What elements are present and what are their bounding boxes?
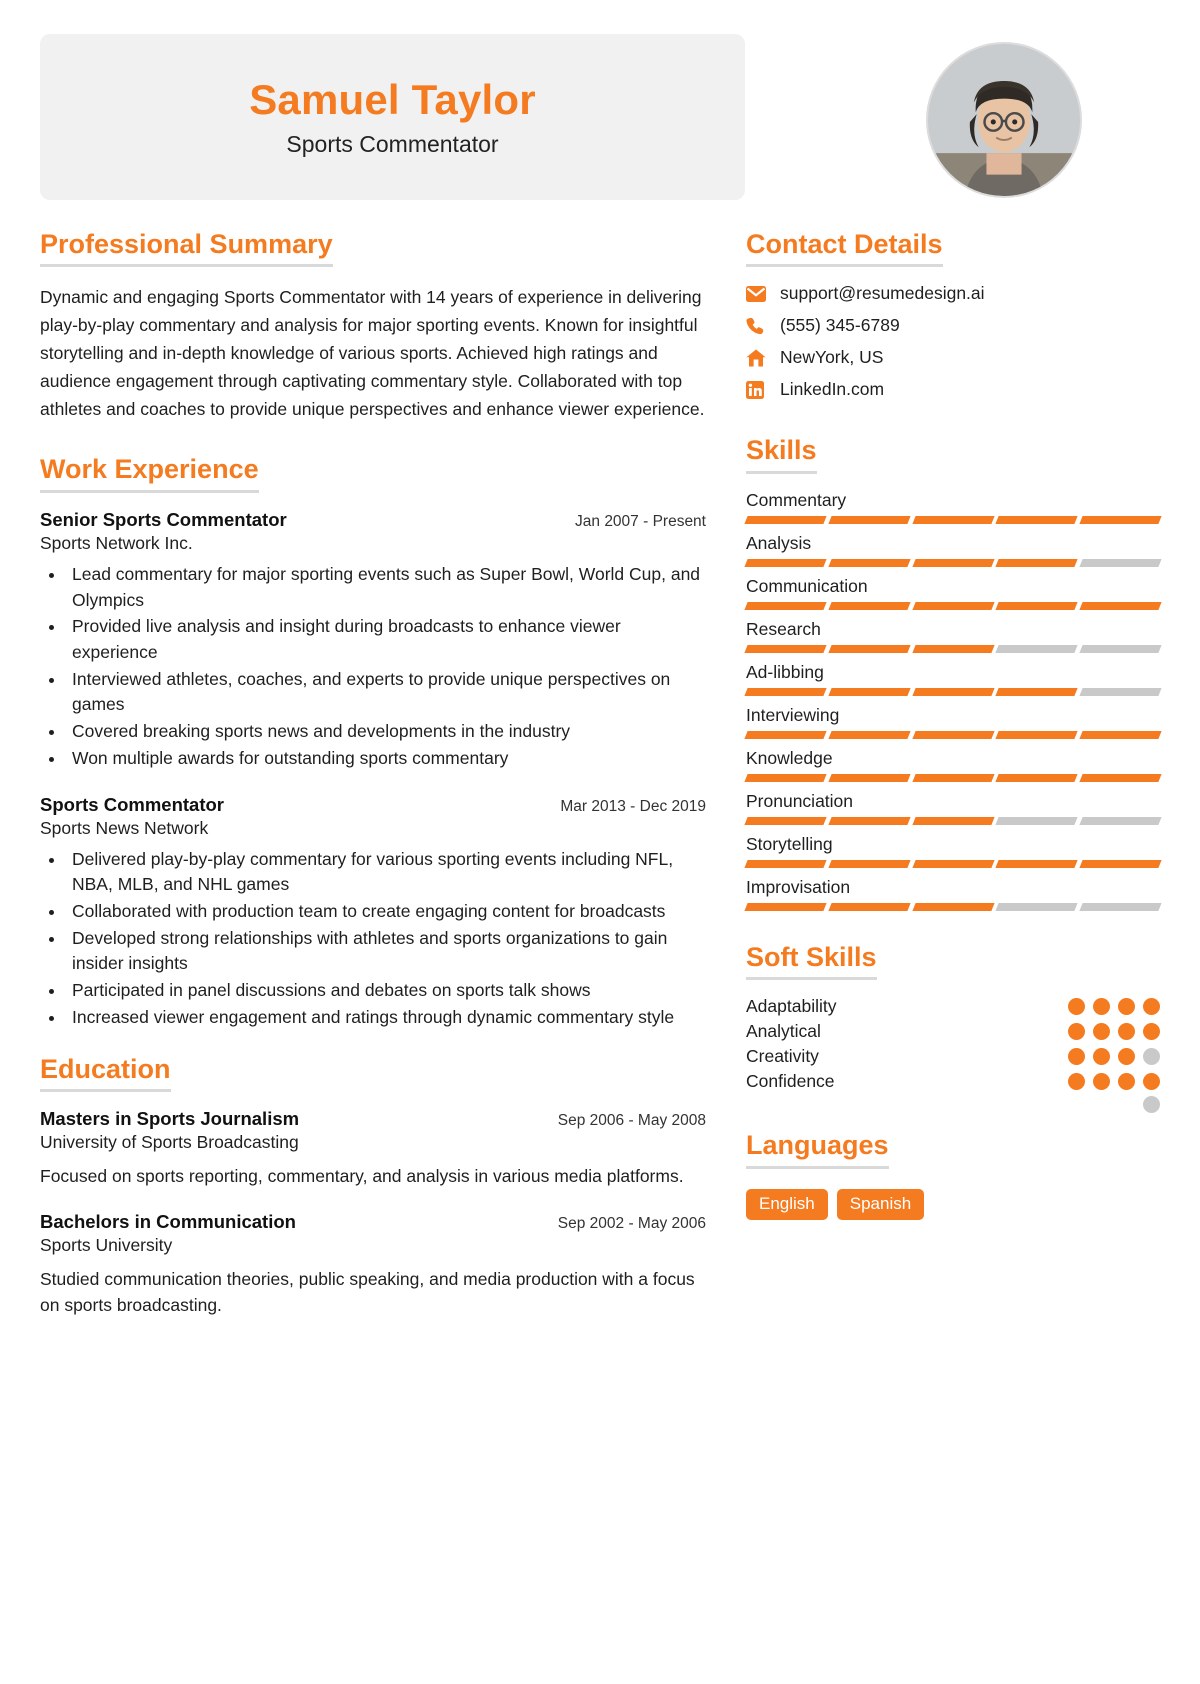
soft-skill-item	[746, 1071, 1160, 1092]
rating-dot	[1068, 998, 1085, 1015]
work-entry-header	[40, 509, 706, 531]
skill-segment	[828, 774, 910, 782]
summary-heading: Professional Summary	[40, 228, 333, 267]
job-title: Sports Commentator	[286, 130, 499, 157]
page-title: Samuel Taylor	[249, 76, 536, 124]
soft-skill-label: Analytical	[746, 1021, 821, 1042]
skill-segment	[1080, 860, 1162, 868]
skill-item	[746, 662, 1160, 696]
education-entry-desc: Focused on sports reporting, commentary, and analysis in various media platforms.	[40, 1165, 684, 1186]
skill-item	[746, 490, 1160, 524]
skill-label: Analysis	[746, 532, 812, 553]
soft-skill-label: Creativity	[746, 1046, 819, 1067]
skill-bar	[746, 559, 1160, 567]
soft-skill-rating	[1068, 1023, 1160, 1040]
education-entry-date: Sep 2006 - May 2008	[557, 1111, 706, 1129]
rating-dot	[1118, 1048, 1135, 1065]
education-entry-title: Bachelors in Communication	[40, 1211, 296, 1233]
skill-bar	[746, 774, 1160, 782]
skill-segment	[1080, 688, 1162, 696]
work-entry-date: Mar 2013 - Dec 2019	[560, 797, 706, 815]
skill-segment	[996, 817, 1078, 825]
skill-bar	[746, 602, 1160, 610]
contact-item-linkedin[interactable]	[746, 379, 1160, 400]
skill-segment	[996, 774, 1078, 782]
skill-segment	[996, 688, 1078, 696]
work-entry-bullets	[66, 847, 706, 1031]
skill-segment	[744, 774, 826, 782]
bullet-item: • Increased viewer engagement and ratings through dynamic commentary style	[66, 1005, 706, 1031]
skill-segment	[744, 731, 826, 739]
skill-item	[746, 576, 1160, 610]
skill-bar	[746, 860, 1160, 868]
skill-segment	[744, 645, 826, 653]
skill-label: Improvisation	[746, 876, 851, 897]
skill-label: Research	[746, 618, 821, 639]
rating-dot	[1143, 998, 1160, 1015]
section-professional-summary	[40, 228, 706, 423]
contact-value: NewYork, US	[780, 347, 884, 368]
skill-item	[746, 877, 1160, 911]
languages-list	[746, 1189, 1160, 1220]
section-soft-skills	[746, 941, 1160, 1113]
rating-dot	[1093, 1048, 1110, 1065]
contact-value: support@resumedesign.ai	[780, 283, 985, 304]
work-entry-date: Jan 2007 - Present	[575, 512, 706, 530]
skill-segment	[996, 860, 1078, 868]
education-entry-desc: Studied communication theories, public speaking, and media production with a focus on sports broadcasting.	[40, 1269, 695, 1316]
contact-value: LinkedIn.com	[780, 379, 885, 400]
rating-dot	[1143, 1023, 1160, 1040]
skill-segment	[744, 903, 826, 911]
skill-segment	[912, 645, 994, 653]
skill-segment	[912, 817, 994, 825]
skill-segment	[828, 688, 910, 696]
bullet-item: • Participated in panel discussions and debates on sports talk shows	[66, 978, 706, 1004]
language-badge-english[interactable]: English	[746, 1189, 828, 1220]
bullet-item: • Developed strong relationships with athletes and sports organizations to gain insider insights	[66, 926, 706, 977]
skill-segment	[828, 817, 910, 825]
skill-segment	[828, 559, 910, 567]
skill-segment	[996, 559, 1078, 567]
skill-segment	[996, 602, 1078, 610]
bullet-item: • Delivered play-by-play commentary for various sporting events including NFL, NBA, MLB, and NHL games	[66, 847, 706, 898]
soft-skill-item	[746, 996, 1160, 1017]
contact-item-phone[interactable]	[746, 315, 1160, 336]
bullet-item: • Provided live analysis and insight during broadcasts to enhance viewer experience	[66, 614, 706, 665]
education-entry-title: Masters in Sports Journalism	[40, 1107, 300, 1129]
education-entry-org: University of Sports Broadcasting	[40, 1131, 299, 1152]
education-entry	[40, 1211, 706, 1319]
rating-dot	[1118, 1023, 1135, 1040]
skill-segment	[828, 645, 910, 653]
rating-dot	[1118, 998, 1135, 1015]
skill-segment	[912, 688, 994, 696]
bullet-item: • Covered breaking sports news and developments in the industry	[66, 719, 706, 745]
skill-segment	[828, 731, 910, 739]
skill-segment	[1080, 645, 1162, 653]
education-entry	[40, 1108, 706, 1189]
education-heading: Education	[40, 1053, 171, 1092]
avatar-wrapper	[926, 42, 1082, 198]
work-entry-title: Sports Commentator	[40, 793, 224, 815]
skills-heading: Skills	[746, 434, 817, 473]
language-badge-spanish[interactable]: Spanish	[837, 1189, 924, 1220]
contact-value: (555) 345-6789	[780, 315, 900, 336]
work-entry-title: Senior Sports Commentator	[40, 508, 287, 530]
skill-segment	[996, 645, 1078, 653]
skill-label: Ad-libbing	[746, 661, 824, 682]
skill-segment	[912, 903, 994, 911]
work-entry-org: Sports News Network	[40, 817, 209, 838]
skill-segment	[828, 860, 910, 868]
work-entry-header	[40, 794, 706, 816]
resume-body	[40, 228, 1160, 1341]
rating-dot	[1068, 1023, 1085, 1040]
skill-segment	[912, 860, 994, 868]
soft-skill-label: Adaptability	[746, 996, 837, 1017]
soft-skill-rating	[1068, 1048, 1160, 1065]
skill-segment	[828, 516, 910, 524]
skill-segment	[744, 559, 826, 567]
bullet-item: • Lead commentary for major sporting events such as Super Bowl, World Cup, and Olympics	[66, 562, 706, 613]
education-entry-header	[40, 1211, 706, 1233]
rating-dot	[1118, 1073, 1135, 1090]
name-card	[40, 34, 745, 200]
avatar	[926, 42, 1082, 198]
work-entry-bullets	[66, 562, 706, 772]
skill-item	[746, 834, 1160, 868]
skill-segment	[828, 903, 910, 911]
soft-skill-rating	[1068, 998, 1160, 1015]
skill-item	[746, 705, 1160, 739]
work-entry	[40, 794, 706, 1031]
section-contact-details	[746, 228, 1160, 400]
right-column	[740, 228, 1160, 1220]
work-entry	[40, 509, 706, 772]
section-education	[40, 1053, 706, 1319]
skill-label: Knowledge	[746, 747, 833, 768]
soft-skill-label: Confidence	[746, 1071, 835, 1092]
work-heading: Work Experience	[40, 453, 259, 492]
skill-bar	[746, 516, 1160, 524]
languages-heading: Languages	[746, 1129, 889, 1168]
envelope-icon	[746, 286, 772, 302]
skill-segment	[1080, 817, 1162, 825]
rating-dot	[1143, 1048, 1160, 1065]
skill-bar	[746, 645, 1160, 653]
rating-dot	[1093, 998, 1110, 1015]
skill-item	[746, 748, 1160, 782]
skill-bar	[746, 688, 1160, 696]
contact-item-email[interactable]	[746, 283, 1160, 304]
soft-skill-item	[746, 1046, 1160, 1067]
rating-dot	[1143, 1073, 1160, 1090]
skill-segment	[1080, 903, 1162, 911]
skill-segment	[912, 602, 994, 610]
skill-label: Commentary	[746, 489, 847, 510]
skill-bar	[746, 903, 1160, 911]
soft-skill-trailing-dot-row	[746, 1096, 1160, 1113]
profile-photo-icon	[928, 44, 1080, 196]
rating-dot	[1068, 1048, 1085, 1065]
skill-label: Interviewing	[746, 704, 840, 725]
education-entry-date: Sep 2002 - May 2006	[557, 1215, 706, 1233]
section-languages	[746, 1129, 1160, 1219]
skill-item	[746, 533, 1160, 567]
bullet-item: • Collaborated with production team to create engaging content for broadcasts	[66, 899, 706, 925]
skill-segment	[912, 774, 994, 782]
skill-segment	[1080, 774, 1162, 782]
rating-dot	[1068, 1073, 1085, 1090]
skill-segment	[1080, 602, 1162, 610]
skill-segment	[744, 688, 826, 696]
soft-skill-item	[746, 1021, 1160, 1042]
education-entry-org: Sports University	[40, 1235, 173, 1256]
left-column	[40, 228, 740, 1341]
soft-skills-heading: Soft Skills	[746, 941, 877, 980]
education-entry-header	[40, 1108, 706, 1130]
skill-segment	[912, 559, 994, 567]
skill-segment	[1080, 516, 1162, 524]
skill-segment	[996, 731, 1078, 739]
skill-label: Pronunciation	[746, 790, 854, 811]
skill-segment	[1080, 559, 1162, 567]
skill-label: Communication	[746, 575, 868, 596]
home-icon	[746, 349, 772, 367]
rating-dot	[1093, 1073, 1110, 1090]
resume-header	[40, 34, 1160, 200]
skill-segment	[912, 516, 994, 524]
contact-heading: Contact Details	[746, 228, 943, 267]
soft-skills-list	[746, 996, 1160, 1113]
bullet-item: • Won multiple awards for outstanding sports commentary	[66, 746, 706, 772]
linkedin-icon	[746, 381, 772, 399]
skill-segment	[1080, 731, 1162, 739]
soft-skill-rating	[1068, 1073, 1160, 1090]
rating-dot	[1093, 1023, 1110, 1040]
work-entry-org: Sports Network Inc.	[40, 532, 193, 553]
skill-item	[746, 791, 1160, 825]
skill-segment	[744, 516, 826, 524]
skill-segment	[744, 817, 826, 825]
contact-list	[746, 283, 1160, 400]
contact-item-location[interactable]	[746, 347, 1160, 368]
skill-label: Storytelling	[746, 833, 833, 854]
skill-segment	[996, 903, 1078, 911]
skill-bar	[746, 731, 1160, 739]
rating-dot	[1143, 1096, 1160, 1113]
section-work-experience	[40, 453, 706, 1030]
bullet-item: • Interviewed athletes, coaches, and experts to provide unique perspectives on games	[66, 667, 706, 718]
skill-segment	[744, 860, 826, 868]
summary-text: Dynamic and engaging Sports Commentator with 14 years of experience in delivering play-by-play commentary and analysis for major sporting events. Known for insightful storytelling and in-depth knowledge of various sports. Achieved high ratings and audience engagement through captivating commentary style. Collaborated with top athletes and coaches to provide unique perspectives and enhance viewer experience.	[40, 287, 705, 420]
phone-icon	[746, 317, 772, 335]
skill-bar	[746, 817, 1160, 825]
skill-segment	[912, 731, 994, 739]
skill-segment	[744, 602, 826, 610]
skill-item	[746, 619, 1160, 653]
skill-segment	[996, 516, 1078, 524]
skill-segment	[828, 602, 910, 610]
soft-skill-rating-overflow	[1143, 1096, 1160, 1113]
section-skills	[746, 434, 1160, 910]
skills-list	[746, 490, 1160, 911]
